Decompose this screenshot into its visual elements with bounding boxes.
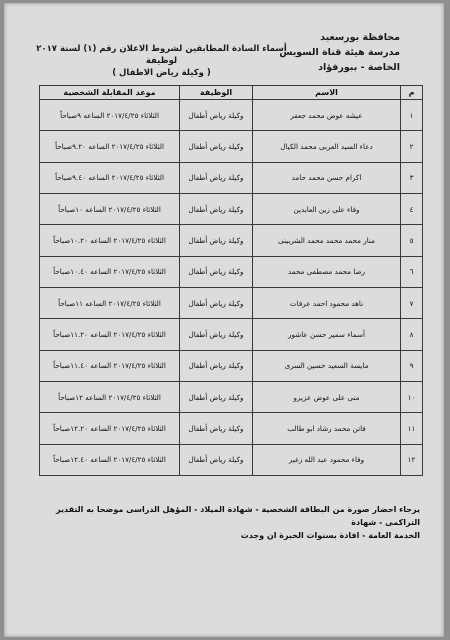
table-row xyxy=(40,193,423,224)
interview-time: الثلاثاء ٢٠١٧/٤/٢٥ الساعه ١٢صباحاً xyxy=(40,381,180,412)
applicant-name: دعاء السيد العربى محمد الكيال xyxy=(253,131,401,162)
row-number: ١ xyxy=(401,100,423,131)
document-title xyxy=(34,43,289,79)
footer-line: يرجاء احضار صورة من البطاقة الشخصية - شهادة الميلاد - المؤهل الدراسى موضحا به التقدير التراكمى - شهادة xyxy=(56,505,420,527)
applicant-name: منى على عوض عزيزو xyxy=(253,381,401,412)
applicant-name: أسماء سمير حسن عاشور xyxy=(253,319,401,350)
row-number: ١٠ xyxy=(401,381,423,412)
applicant-name: منار محمد محمد محمد الشربينى xyxy=(253,225,401,256)
job-title: وكيلة رياض أطفال xyxy=(180,319,253,350)
row-number: ٤ xyxy=(401,193,423,224)
table-row xyxy=(40,131,423,162)
row-number: ٥ xyxy=(401,225,423,256)
table-row xyxy=(40,444,423,475)
applicant-name: وفاء محمود عبد الله زغير xyxy=(253,444,401,475)
applicant-name: رضا محمد مصطفى محمد xyxy=(253,256,401,287)
applicant-name: ناهد محمود احمد عرفات xyxy=(253,287,401,318)
interview-time: الثلاثاء ٢٠١٧/٤/٢٥ الساعه ١٠صباحاً xyxy=(40,193,180,224)
row-number: ٨ xyxy=(401,319,423,350)
table-row xyxy=(40,319,423,350)
applicant-name: مايسة السعيد حسين السرى xyxy=(253,350,401,381)
interview-time: الثلاثاء ٢٠١٧/٤/٢٥ الساعه ٩.٢٠صباحاً xyxy=(40,131,180,162)
row-number: ٧ xyxy=(401,287,423,318)
row-number: ٩ xyxy=(401,350,423,381)
job-title: وكيلة رياض أطفال xyxy=(180,131,253,162)
job-title: وكيلة رياض أطفال xyxy=(180,413,253,444)
row-number: ١١ xyxy=(401,413,423,444)
interview-time: الثلاثاء ٢٠١٧/٤/٢٥ الساعه ١١صباحاً xyxy=(40,287,180,318)
applicant-name: فاتن محمد رشاد ابو طالب xyxy=(253,413,401,444)
interview-time: الثلاثاء ٢٠١٧/٤/٢٥ الساعه ١١.٤٠صباحاً xyxy=(40,350,180,381)
header-interview-time: موعد المقابلة الشخصية xyxy=(40,86,180,100)
applicant-name: اكرام حسن محمد حامد xyxy=(253,162,401,193)
table-row xyxy=(40,100,423,131)
job-title: وكيلة رياض أطفال xyxy=(180,256,253,287)
row-number: ٦ xyxy=(401,256,423,287)
interview-time: الثلاثاء ٢٠١٧/٤/٢٥ الساعه ١١.٢٠صباحاً xyxy=(40,319,180,350)
job-title: وكيلة رياض أطفال xyxy=(180,350,253,381)
row-number: ١٢ xyxy=(401,444,423,475)
job-title: وكيلة رياض أطفال xyxy=(180,444,253,475)
table-row xyxy=(40,162,423,193)
interview-time: الثلاثاء ٢٠١٧/٤/٢٥ الساعه ٩صباحاً xyxy=(40,100,180,131)
job-title: وكيلة رياض أطفال xyxy=(180,162,253,193)
interview-time: الثلاثاء ٢٠١٧/٤/٢٥ الساعه ٩.٤٠صباحاً xyxy=(40,162,180,193)
table-row xyxy=(40,256,423,287)
table-row xyxy=(40,413,423,444)
row-number: ٢ xyxy=(401,131,423,162)
job-title: وكيلة رياض أطفال xyxy=(180,100,253,131)
table-header-row xyxy=(40,86,423,100)
header-line-location: الخاصة - ببورفؤاد xyxy=(318,62,400,73)
row-number: ٣ xyxy=(401,162,423,193)
header-number: م xyxy=(401,86,423,100)
footer-line: الخدمة العامة - افادة بسنوات الخبرة ان وجدت xyxy=(240,531,420,540)
table-row xyxy=(40,287,423,318)
table-row xyxy=(40,350,423,381)
applicants-table xyxy=(39,85,423,476)
footer-note xyxy=(20,503,420,542)
interview-time: الثلاثاء ٢٠١٧/٤/٢٥ الساعه ١٢.٢٠صباحاً xyxy=(40,413,180,444)
interview-time: الثلاثاء ٢٠١٧/٤/٢٥ الساعه ١٠.٢٠صباحاً xyxy=(40,225,180,256)
job-title: وكيلة رياض أطفال xyxy=(180,193,253,224)
table-row xyxy=(40,381,423,412)
job-title: وكيلة رياض أطفال xyxy=(180,287,253,318)
interview-time: الثلاثاء ٢٠١٧/٤/٢٥ الساعه ١٢.٤٠صباحاً xyxy=(40,444,180,475)
title-subline: ( وكيلة رياض الاطفال ) xyxy=(112,68,211,78)
interview-time: الثلاثاء ٢٠١٧/٤/٢٥ الساعه ١٠.٤٠صباحاً xyxy=(40,256,180,287)
header-line-governorate: محافظة بورسعيد xyxy=(320,32,400,43)
applicant-name: وفاء على زين العابدين xyxy=(253,193,401,224)
job-title: وكيلة رياض أطفال xyxy=(180,225,253,256)
table-row xyxy=(40,225,423,256)
applicant-name: عيشه عوض محمد جعفر xyxy=(253,100,401,131)
title-line: أسماء السادة المطابقين لشروط الاعلان رقم (١) لسنة ٢٠١٧ لوظيفة xyxy=(36,44,287,66)
header-job: الوظيفة xyxy=(180,86,253,100)
header-line-school: مدرسة هيئة قناة السويس xyxy=(279,47,400,58)
job-title: وكيلة رياض أطفال xyxy=(180,381,253,412)
header-name: الاسم xyxy=(253,86,401,100)
